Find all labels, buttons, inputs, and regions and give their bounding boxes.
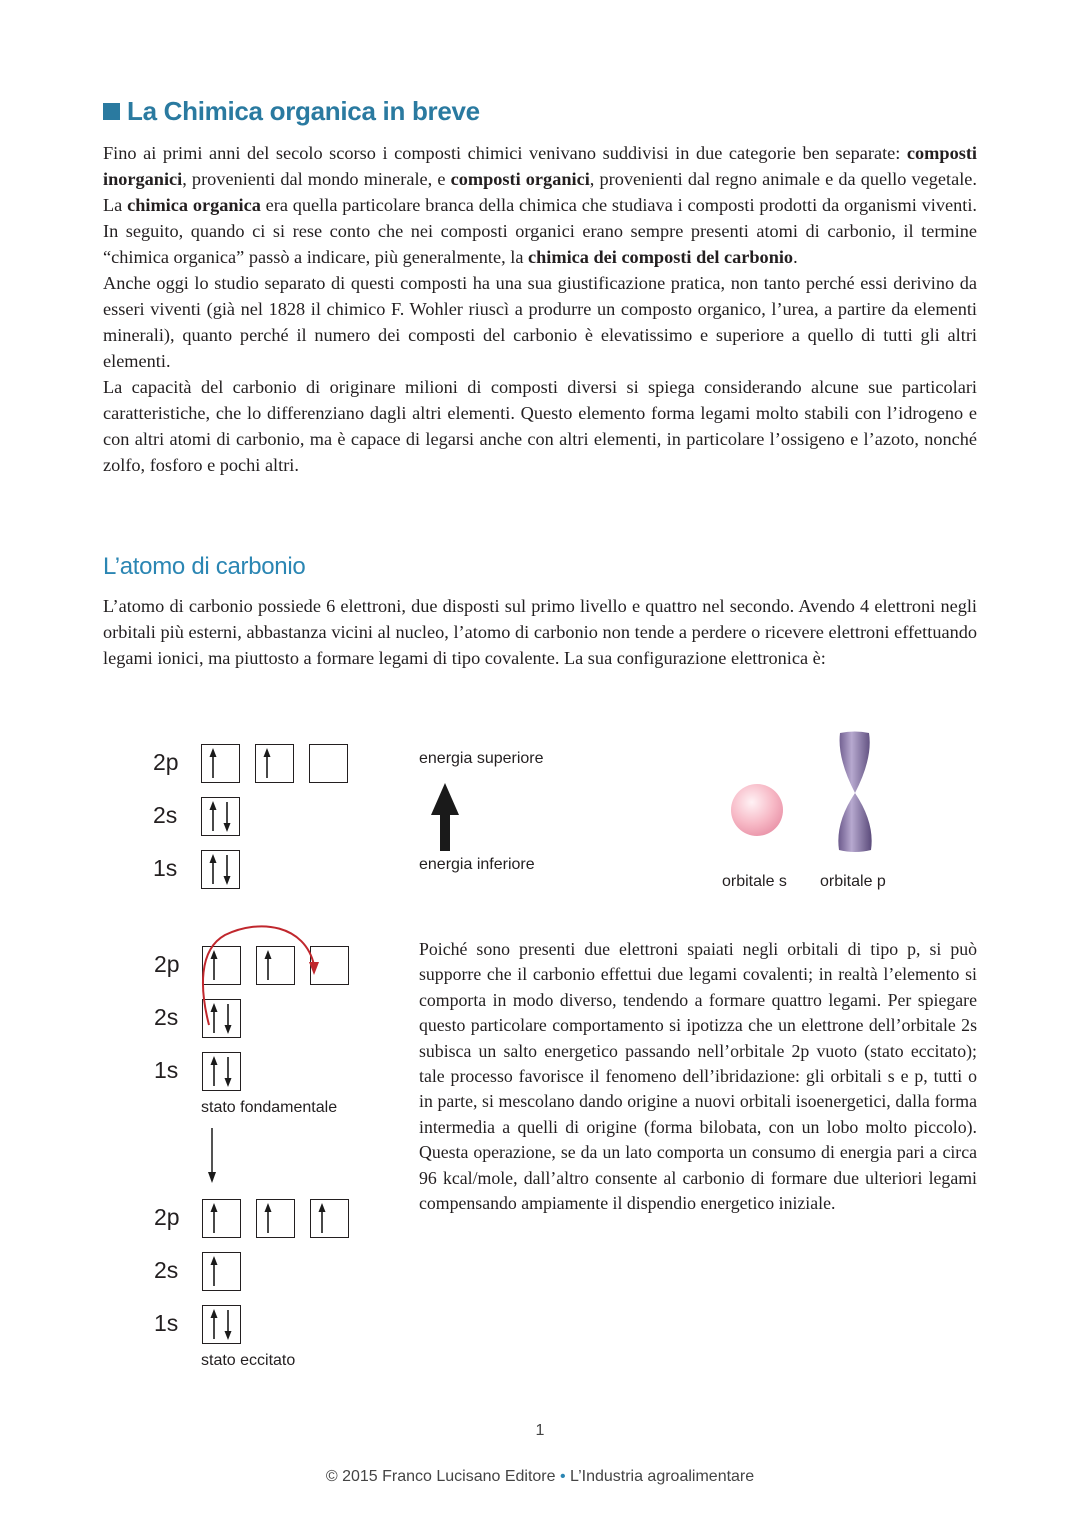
excited-orbital-box-2s (202, 1252, 241, 1291)
bold-term: composti organici (450, 169, 590, 189)
config-orbital-box-2p (255, 744, 294, 783)
text-run: , provenienti dal regno animale e da quello vegetale. La (103, 169, 977, 215)
orbital-s-icon (731, 784, 783, 836)
energy-arrow-icon (431, 783, 459, 851)
config-orbital-box-2s (201, 797, 240, 836)
ground-orbital-box-1s (202, 1052, 241, 1091)
config-level-label-1s: 1s (153, 855, 178, 881)
ground-orbital-box-2p (310, 946, 349, 985)
ground-orbital-box-2p (202, 946, 241, 985)
text-run: La capacità del carbonio di originare milioni di composti diversi si spiega considerando alcune sue particolari caratteristiche, che lo differenziano dagli altri elementi. Questo elemento forma legami molto stabili con l’idrogeno e con altri atomi di carbonio, ma è capace di legarsi anche con altri elementi, in particolare l’ossigeno e l’azoto, nonché zolfo, fosforo e pochi altri. (103, 377, 977, 475)
ground-state-caption: stato fondamentale (201, 1099, 338, 1116)
title-square-icon (103, 103, 120, 120)
energy-high-label: energia superiore (419, 750, 544, 767)
bold-term: chimica dei composti del carbonio (528, 247, 794, 267)
excited-level-label-1s: 1s (154, 1310, 179, 1336)
excited-orbital-box-2p (202, 1199, 241, 1238)
intro-paragraph (103, 270, 977, 374)
config-level-label-2p: 2p (153, 749, 179, 775)
orbital-shapes (725, 728, 885, 858)
excited-orbital-box-2p (310, 1199, 349, 1238)
page-title: La Chimica organica in breve (103, 96, 480, 127)
excited-orbital-box-2p (256, 1199, 295, 1238)
intro-text (103, 140, 977, 478)
section-paragraph: L’atomo di carbonio possiede 6 elettroni, due disposti sul primo livello e quattro nel secondo. Avendo 4 elettroni negli orbitali più esterni, abbastanza vicini al nucleo, l’atomo di carbonio non tende a perdere o ricevere elettroni effettuando legami ionici, ma piuttosto a formare legami di tipo covalente. La sua configurazione elettronica è: (103, 596, 977, 668)
page-number: 1 (535, 1422, 545, 1439)
text-run: , provenienti dal mondo minerale, e (182, 169, 451, 189)
config-orbital-box-2p (201, 744, 240, 783)
ground-level-label-1s: 1s (154, 1057, 179, 1083)
ground-orbital-box-2s (202, 999, 241, 1038)
energy-low-label: energia inferiore (419, 856, 535, 873)
excited-level-label-2p: 2p (154, 1204, 180, 1230)
footer: © 2015 Franco Lucisano Editore • L’Industria agroalimentare (325, 1468, 755, 1485)
excited-level-label-2s: 2s (154, 1257, 179, 1283)
bold-term: chimica organica (127, 195, 261, 215)
ground-level-label-2p: 2p (154, 951, 180, 977)
orbital-s-label: orbitale s (722, 873, 787, 890)
bold-term: composti inorganici (103, 143, 977, 189)
config-orbital-box-2p (309, 744, 348, 783)
excited-orbital-box-1s (202, 1305, 241, 1344)
section-heading: L’atomo di carbonio (103, 553, 306, 580)
orbital-p-icon (838, 732, 871, 853)
down-arrow-icon (208, 1128, 216, 1183)
text-run: era quella particolare branca della chimica che studiava i composti prodotti da organismi viventi. In seguito, quando ci si rese conto che nei composti organici erano sempre presenti atomi di carbonio, il termine “chimica organica” passò a indicare, più generalmente, la (103, 195, 978, 267)
config-orbital-box-1s (201, 850, 240, 889)
config-level-label-2s: 2s (153, 802, 178, 828)
hybridization-paragraph: Poiché sono presenti due elettroni spaiati negli orbitali di tipo p, si può supporre che il carbonio effettui due legami covalenti; in realtà l’elemento si comporta in modo diverso, tendendo a formare quattro legami. Per spiegare questo particolare comportamento si ipotizza che un elettrone dell’orbitale 2s subisca un salto energetico passando nell’orbitale 2p vuoto (stato eccitato); tale processo favorisce il fenomeno dell’ibridazione: gli orbitali s e p, tutti o in parte, si mescolano dando origine a nuovi orbitali isoenergetici, dalla forma intermedia a quelli di origine (forma bilobata, con un lobo molto piccolo). Questa operazione, se da un lato comporta un consumo di energia pari a circa 96 kcal/mole, dall’altro consente al carbonio di formare due ulteriori legami compensando ampiamente il dispendio energetico iniziale. (419, 939, 977, 1214)
text-run: Fino ai primi anni del secolo scorso i composti chimici venivano suddivisi in due categorie ben separate: (103, 143, 907, 163)
intro-paragraph (103, 374, 977, 478)
text-run: . (793, 247, 798, 267)
ground-level-label-2s: 2s (154, 1004, 179, 1030)
ground-orbital-box-2p (256, 946, 295, 985)
text-run: Anche oggi lo studio separato di questi composti ha una sua giustificazione pratica, non tanto perché essi derivino da esseri viventi (già nel 1828 il chimico F. Wohler riuscì a produrre un composto organico, l’urea, a partire da elementi minerali), quanto perché il numero dei composti del carbonio è elevatissimo e superiore a quello di tutti gli altri elementi. (103, 273, 977, 371)
orbital-p-label: orbitale p (820, 873, 886, 890)
intro-paragraph (103, 140, 977, 270)
excited-state-caption: stato eccitato (201, 1352, 296, 1369)
